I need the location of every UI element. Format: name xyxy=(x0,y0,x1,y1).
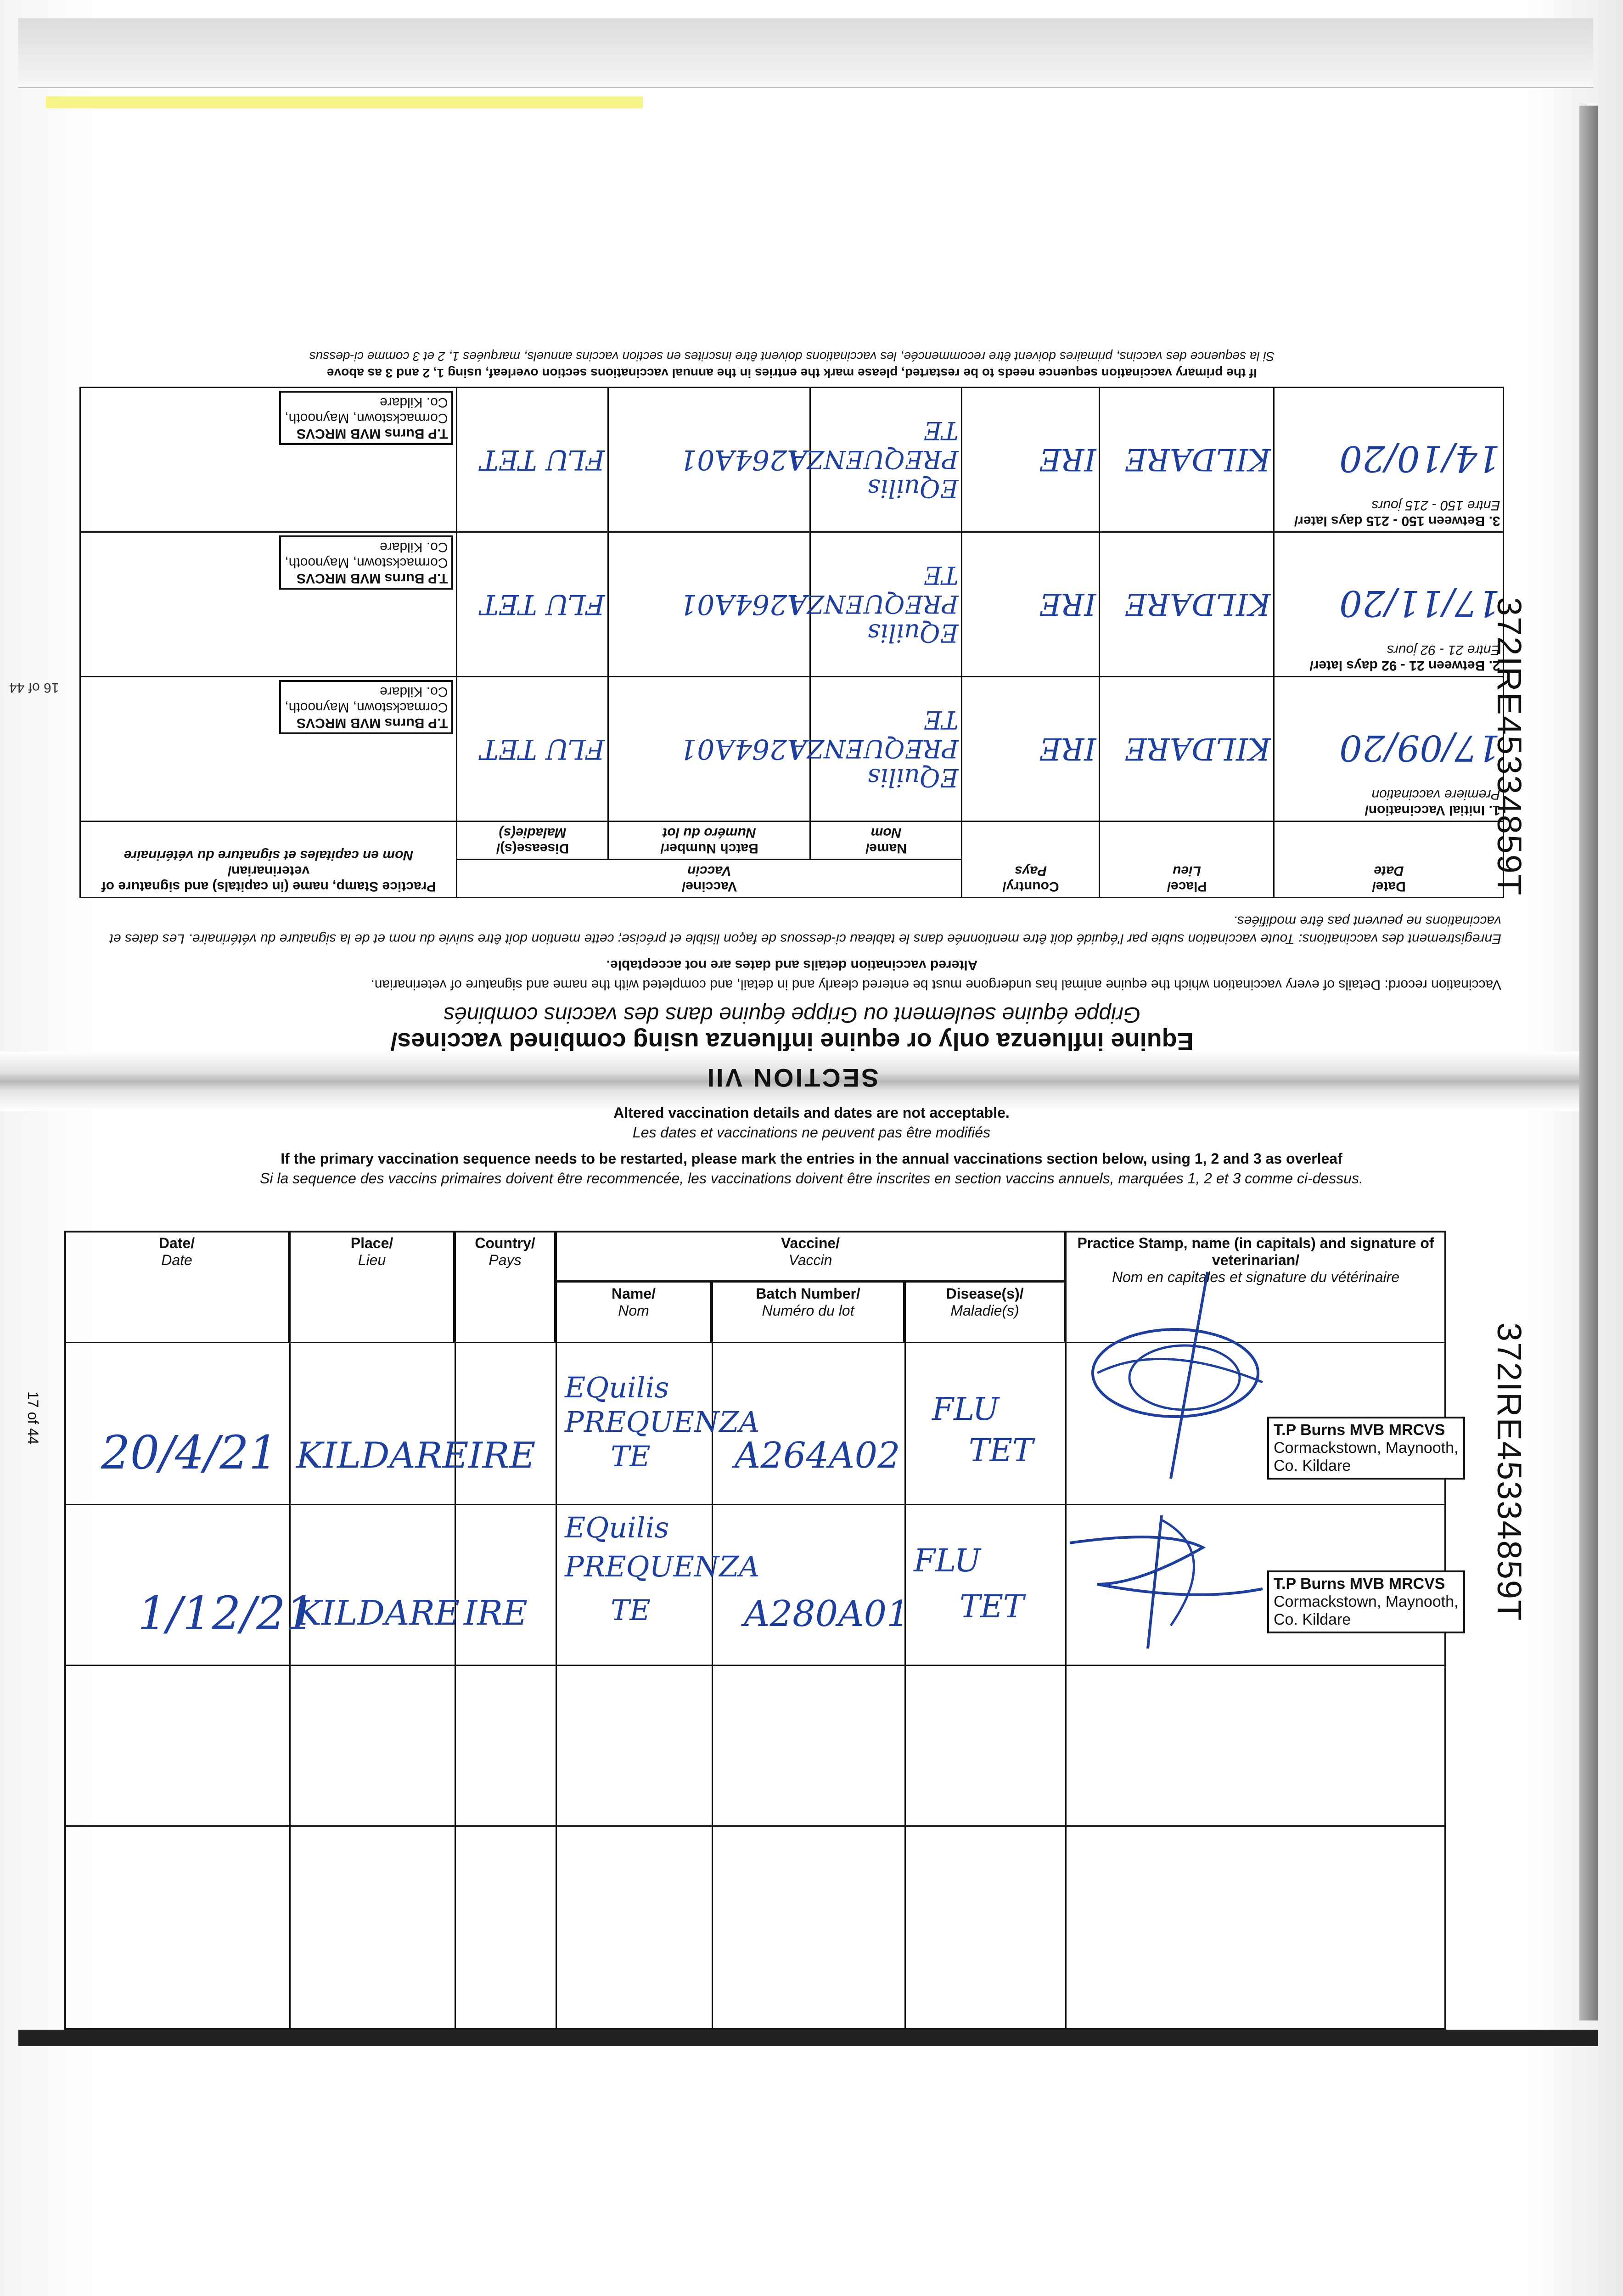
header-vaccine: Vaccine/ Vaccin xyxy=(556,1231,1065,1281)
entry-disease-2: TET xyxy=(969,1433,1033,1469)
grid-line xyxy=(64,1825,1446,1827)
grid-line xyxy=(64,1504,1446,1505)
header-place: Place/ Lieu xyxy=(289,1231,455,1343)
row-date-cell: 2. Between 21 - 92 days later/ Entre 21 - 92 jours 17/11/20 xyxy=(1274,532,1504,677)
entry-place: KILDARE xyxy=(296,1435,469,1476)
restart-note-fr: Si la sequence des vaccins primaires doivent être recommencée, les vaccinations doivent être inscrites en section vaccins annuels, marquées 1, 2 et 3 comme ci-dessus. xyxy=(260,1170,1363,1187)
section-subtitle: Grippe équine seulement ou Grippe équine dans des vaccins combinés xyxy=(443,1002,1141,1027)
grid-line xyxy=(1065,1343,1067,2030)
bottom-edge xyxy=(18,2030,1598,2046)
row-batch: A264A01 xyxy=(608,677,810,822)
practice-stamp: T.P Burns MVB MRCVS Cormackstown, Maynooth, Co. Kildare xyxy=(1267,1570,1465,1633)
row-disease: FLU TET xyxy=(457,532,608,677)
record-instruction-fr: Enregistrement des vaccinations: Toute vaccination subie par l'équidé doit être mentionnée dans le tableau ci-dessous de façon lisible et précise; cette mention doit être suivie du nom et de la signature du vétérinaire. Les dates et vaccinations ne peuvent pas être modifiées. xyxy=(109,913,1501,946)
grid-line xyxy=(904,1343,906,2030)
table-header-row xyxy=(80,860,1504,898)
upside-down-page xyxy=(64,230,1520,1093)
altered-note-fr: Les dates et vaccinations ne peuvent pas être modifiés xyxy=(632,1124,991,1141)
header-place: Place/ Lieu xyxy=(1100,822,1274,898)
table-row xyxy=(80,677,1504,822)
row-country: IRE xyxy=(962,677,1100,822)
page-number-upper: 16 of 44 xyxy=(9,680,59,695)
entry-vaccine-name-1: EQuilis xyxy=(565,1511,669,1544)
practice-stamp: T.P Burns MVB MRCVS Cormackstown, Maynooth, Co. Kildare xyxy=(1267,1417,1465,1480)
header-name: Name/ Nom xyxy=(810,822,962,860)
row-vaccine-name: EQuilis PREQUENZA TE xyxy=(810,388,962,532)
header-name: Name/ Nom xyxy=(556,1281,712,1343)
row-place: KILDARE xyxy=(1100,388,1274,532)
entry-batch: A280A01 xyxy=(744,1593,910,1635)
header-country: Country/ Pays xyxy=(962,822,1100,898)
binding-edge xyxy=(1579,106,1598,2020)
header-date: Date/ Date xyxy=(64,1231,289,1343)
grid-line xyxy=(289,1343,291,2030)
restart-note: If the primary vaccination sequence needs to be restarted, please mark the entries in the annual vaccinations section below, using 1, 2 and 3 as overleaf xyxy=(281,1150,1342,1167)
row-batch: A264A01 xyxy=(608,532,810,677)
row-vaccine-name: EQuilis PREQUENZA TE xyxy=(810,532,962,677)
entry-vaccine-name-2: PREQUENZA xyxy=(565,1405,760,1439)
row-stamp: T.P Burns MVB MRCVS Cormackstown, Maynooth, Co. Kildare xyxy=(80,388,457,532)
entry-place: KILDARE xyxy=(296,1593,460,1633)
row-disease: FLU TET xyxy=(457,388,608,532)
altered-note: Altered vaccination details and dates are not acceptable. xyxy=(613,1104,1010,1121)
row-vaccine-name: EQuilis PREQUENZA TE xyxy=(810,677,962,822)
entry-vaccine-name-1: EQuilis xyxy=(565,1371,669,1404)
row-date-cell: 1. Initial Vaccination/ Premiere vaccination 17/09/20 xyxy=(1274,677,1504,822)
entry-disease-1: FLU xyxy=(914,1543,981,1579)
header-disease: Disease(s)/ Maladie(s) xyxy=(457,822,608,860)
primary-vaccination-table xyxy=(80,387,1505,898)
page-top-edge xyxy=(18,18,1593,88)
entry-vaccine-name-2: PREQUENZA xyxy=(565,1550,760,1583)
highlight-strip xyxy=(46,96,643,108)
entry-country: IRE xyxy=(464,1593,528,1633)
table-row xyxy=(80,532,1504,677)
section-heading: SECTION VII xyxy=(705,1064,879,1092)
table-row xyxy=(80,388,1504,532)
header-disease: Disease(s)/ Maladie(s) xyxy=(904,1281,1065,1343)
row-place: KILDARE xyxy=(1100,677,1274,822)
header-batch: Batch Number/ Numéro du lot xyxy=(712,1281,904,1343)
row-batch: A264A01 xyxy=(608,388,810,532)
entry-batch: A264A02 xyxy=(735,1435,900,1476)
entry-vaccine-name-3: TE xyxy=(611,1593,651,1627)
header-vaccine: Vaccine/ Vaccin xyxy=(457,860,962,898)
grid-line xyxy=(556,1343,557,2030)
row-stamp: T.P Burns MVB MRCVS Cormackstown, Maynooth, Co. Kildare xyxy=(80,677,457,822)
entry-date: 1/12/21 xyxy=(138,1587,315,1640)
entry-country: IRE xyxy=(468,1435,536,1476)
entry-disease-1: FLU xyxy=(932,1391,999,1428)
page-id-lower: 372IRE45334859T xyxy=(1490,1322,1528,1622)
header-stamp: Practice Stamp, name (in capitals) and signature of veterinarian/ Nom en capitales et signature du vétérinaire xyxy=(80,822,457,898)
header-stamp: Practice Stamp, name (in capitals) and signature of veterinarian/ Nom en capitales et signature du vétérinaire xyxy=(1065,1231,1446,1343)
page-number: 17 of 44 xyxy=(25,1391,41,1445)
row-country: IRE xyxy=(962,388,1100,532)
row-stamp: T.P Burns MVB MRCVS Cormackstown, Maynooth, Co. Kildare xyxy=(80,532,457,677)
row-date-cell: 3. Between 150 - 215 days later/ Entre 150 - 215 jours 14/10/20 xyxy=(1274,388,1504,532)
header-batch: Batch Number/ Numéro du lot xyxy=(608,822,810,860)
page-id-upper: 372IRE45334859T xyxy=(1490,597,1528,896)
row-place: KILDARE xyxy=(1100,532,1274,677)
restart-note-en: If the primary vaccination sequence needs to be restarted, please mark the entries in the annual vaccinations section overleaf, using 1, 2 and 3 as above xyxy=(326,366,1258,380)
grid-line xyxy=(712,1343,713,2030)
grid-line xyxy=(64,1665,1446,1666)
entry-disease-2: TET xyxy=(960,1589,1024,1625)
altered-note-en: Altered vaccination details and dates are not acceptable. xyxy=(606,957,978,973)
entry-date: 20/4/21 xyxy=(101,1426,278,1480)
entry-vaccine-name-3: TE xyxy=(611,1440,651,1473)
record-instruction-en: Vaccination record: Details of every vaccination which the equine animal has undergone must be entered clearly and in detail, and completed with the name and signature of veterinarian. xyxy=(371,977,1501,992)
row-country: IRE xyxy=(962,532,1100,677)
header-date: Date/ Date xyxy=(1274,822,1504,898)
header-country: Country/ Pays xyxy=(455,1231,556,1343)
row-disease: FLU TET xyxy=(457,677,608,822)
section-title: Equine influenza only or equine influenza using combined vaccines/ xyxy=(390,1028,1194,1055)
restart-note-fr: Si la sequence des vaccins, primaires doivent être recommencée, les vaccinations doivent être inscrites en section vaccins annuels, marquées 1, 2 et 3 comme ci-dessus xyxy=(309,349,1275,364)
